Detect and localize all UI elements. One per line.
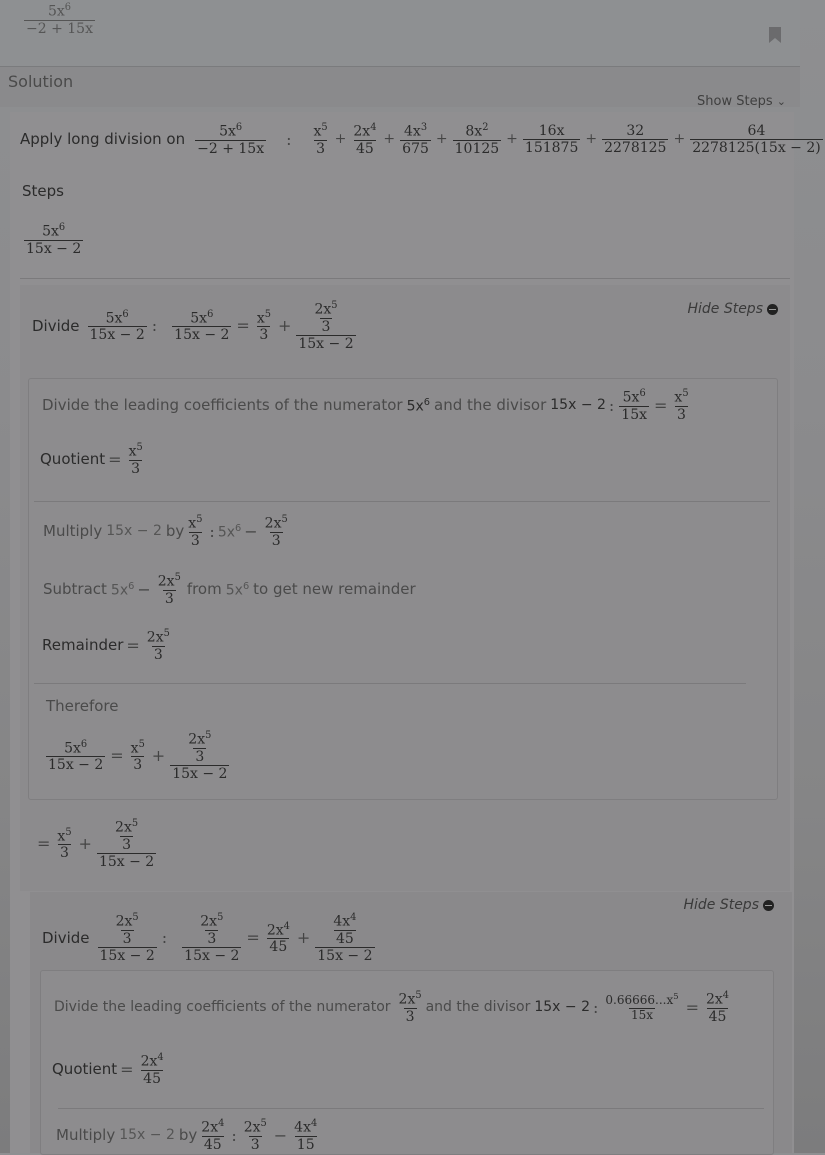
bookmark-icon[interactable] xyxy=(768,26,782,44)
multiply-label-1: Multiply xyxy=(43,522,103,541)
therefore-label: Therefore xyxy=(46,697,119,715)
divide-row-2: Divide $\frac{\frac{2x^5}{3}}{15x - 2}$ : $\frac{\frac{2x^5}{3}}{15x - 2}$ = $\frac{2x^4}{45}$ + $\frac{\frac{4x^4}{45}}{15x - 2}$ xyxy=(42,912,373,964)
result-term: $\frac{4x^3}{675}$ xyxy=(402,122,429,157)
divisor-text-2: and the divisor xyxy=(425,999,531,1016)
solution-title: Solution xyxy=(8,72,74,91)
hide-steps-link-2[interactable]: Hide Steps xyxy=(683,897,774,913)
plus-sign: + xyxy=(334,131,347,148)
plus-sign: + xyxy=(673,131,686,148)
top-bar xyxy=(0,0,800,67)
solution-header xyxy=(0,67,800,107)
result-term: $\frac{64}{2278125(15x - 2)}$ xyxy=(692,122,821,156)
leading-coeff-row-1: Divide the leading coefficients of the numerator $5x^6$ and the divisor 15x − 2 : $\frac{5x^6}{15x}$ = $\frac{x^5}{3}$ xyxy=(42,388,689,423)
show-steps-link[interactable]: Show Steps ⌄ xyxy=(697,94,786,109)
minus-circle-icon xyxy=(763,900,774,911)
remainder-row-1: Remainder = $\frac{2x^5}{3}$ xyxy=(42,628,170,663)
multiply-by-1: by xyxy=(165,522,185,541)
subtract-post-1: to get new remainder xyxy=(253,580,416,599)
multiply-label-2: Multiply xyxy=(56,1126,116,1145)
leading-coeff-text-2: Divide the leading coefficients of the numerator xyxy=(54,999,391,1016)
divider xyxy=(58,1108,764,1109)
result-term: $\frac{x^5}{3}$ xyxy=(313,122,328,157)
subtract-row-1: Subtract $5x^6$ − $\frac{2x^5}{3}$ from $5x^6$ to get new remainder xyxy=(43,572,416,607)
decimal-value: 0.66666...x xyxy=(605,993,674,1008)
result-equation-1: = $\frac{x^5}{3}$ + $\frac{\frac{2x^5}{3}}{15x - 2}$ xyxy=(37,818,155,870)
subtract-label-1: Subtract xyxy=(43,580,107,599)
result-term: $\frac{32}{2278125}$ xyxy=(604,122,667,156)
result-term: $\frac{2x^4}{45}$ xyxy=(353,122,377,157)
quotient-label-1: Quotient xyxy=(40,450,106,469)
divider xyxy=(34,501,770,502)
divisor-1: 15x − 2 xyxy=(550,397,606,414)
quotient-row-1: Quotient = $\frac{x^5}{3}$ xyxy=(40,442,143,477)
hide-steps-link-1[interactable]: Hide Steps xyxy=(687,301,778,317)
plus-sign: + xyxy=(383,131,396,148)
leading-coeff-text-1: Divide the leading coefficients of the numerator xyxy=(42,396,403,415)
long-division-result xyxy=(310,122,825,157)
remainder-label-1: Remainder xyxy=(42,636,124,655)
divider xyxy=(20,278,790,279)
plus-sign: + xyxy=(585,131,598,148)
subtract-from-1: from xyxy=(186,580,222,599)
steps-label: Steps xyxy=(22,182,64,200)
dividend-fraction: $\frac{5x^6}{-2 + 15x}$ xyxy=(197,122,265,157)
multiply-row-2: Multiply 15x − 2 by $\frac{2x^4}{45}$ : $\frac{2x^5}{3}$ − $\frac{4x^4}{15}$ xyxy=(56,1118,318,1153)
divide-row-1: Divide $\frac{5x^6}{15x - 2}$ : $\frac{5x^6}{15x - 2}$ = $\frac{x^5}{3}$ + $\frac{\frac{2x^5}{3}}{15x - 2}$ xyxy=(32,300,354,352)
plus-sign: + xyxy=(506,131,518,148)
quotient-row-2: Quotient = $\frac{2x^4}{45}$ xyxy=(52,1052,164,1087)
long-division-row xyxy=(20,122,825,157)
therefore-equation: $\frac{5x^6}{15x - 2}$ = $\frac{x^5}{3}$ + $\frac{\frac{2x^5}{3}}{15x - 2}$ xyxy=(48,730,228,782)
leading-coeff-row-2: Divide the leading coefficients of the numerator $\frac{2x^5}{3}$ and the divisor 15x − 2 : $\frac{0.66666...x^5}{15x}$ = $\frac{2x^4}{45}$ xyxy=(54,990,730,1025)
long-division-label: Apply long division on xyxy=(20,130,186,149)
result-term: $\frac{16x}{151875}$ xyxy=(524,122,579,156)
divide-label-2: Divide xyxy=(42,928,90,947)
divide-label-1: Divide xyxy=(32,316,80,335)
colon: : xyxy=(286,129,292,149)
plus-sign: + xyxy=(435,131,448,148)
chevron-down-icon: ⌄ xyxy=(776,95,786,108)
steps-expression: $\frac{5x^6}{15x - 2}$ xyxy=(26,222,82,257)
result-term: $\frac{8x^2}{10125}$ xyxy=(454,122,500,157)
minus-circle-icon xyxy=(767,304,778,315)
top-expression xyxy=(22,2,97,37)
top-fraction: $\frac{5x^6}{-2 + 15x}$ xyxy=(26,2,93,37)
multiply-row-1: Multiply 15x − 2 by $\frac{x^5}{3}$ : $5x^6$ − $\frac{2x^5}{3}$ xyxy=(43,514,288,549)
divisor-text-1: and the divisor xyxy=(434,396,547,415)
divider xyxy=(34,683,746,684)
quotient-label-2: Quotient xyxy=(52,1060,118,1079)
